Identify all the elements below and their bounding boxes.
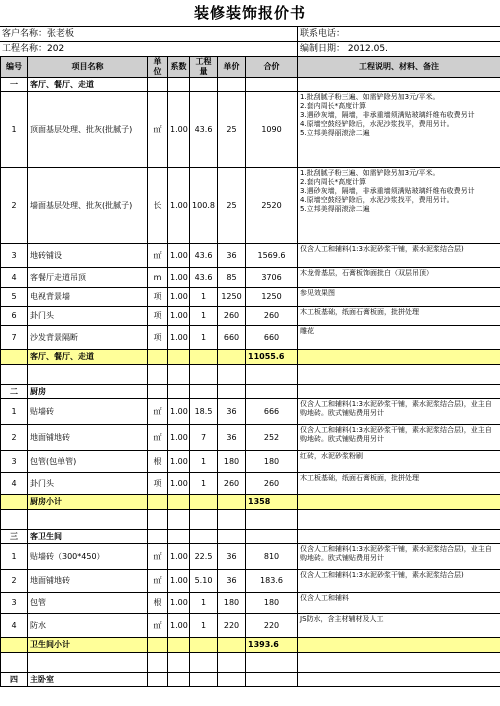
description-line: 4.原墙空鼓经铲除后，水泥沙浆找平，费用另计。 (300, 196, 454, 204)
item-name: 卦门头 (28, 307, 148, 326)
item-description (298, 326, 500, 350)
table-row (1, 288, 500, 307)
section-no: 二 (1, 385, 28, 399)
item-quantity: 1 (190, 326, 218, 350)
empty-cell (168, 350, 190, 365)
table-row (1, 399, 500, 425)
item-unit-price: 260 (218, 473, 246, 495)
item-total: 180 (246, 593, 298, 614)
customer-name: 客户名称：张老板 (0, 27, 298, 41)
empty-cell (218, 495, 246, 510)
empty-cell (148, 530, 168, 544)
contact-phone: 联系电话： (300, 29, 346, 39)
description-line: 参见效果图 (300, 289, 335, 297)
subtotal-value: 11055.6 (246, 350, 298, 365)
item-unit: 项 (148, 307, 168, 326)
item-coefficient: 1.00 (168, 326, 190, 350)
empty-cell (298, 365, 500, 385)
empty-cell (298, 385, 500, 399)
item-unit-price: 36 (218, 544, 246, 570)
item-no: 7 (1, 326, 28, 350)
item-quantity: 1 (190, 473, 218, 495)
item-unit: ㎡ (148, 92, 168, 168)
empty-cell (246, 385, 298, 399)
empty-cell (218, 673, 246, 687)
empty-cell (1, 638, 28, 653)
item-description (298, 570, 500, 593)
item-unit: ㎡ (148, 614, 168, 638)
item-unit-price: 85 (218, 268, 246, 288)
empty-cell (168, 495, 190, 510)
subtotal-label: 客厅、餐厅、走道 (28, 350, 148, 365)
subtotal-value: 1358 (246, 495, 298, 510)
header-total: 合价 (246, 57, 298, 78)
subtotal-label: 厨房小计 (28, 495, 148, 510)
empty-cell (246, 510, 298, 530)
item-total: 666 (246, 399, 298, 425)
description-line: 4.原墙空鼓经铲除后，水泥沙浆找平，费用另计。 (300, 120, 454, 128)
empty-cell (218, 385, 246, 399)
empty-cell (168, 673, 190, 687)
item-name: 包管 (28, 593, 148, 614)
description-line: 木工板基础，纸面石膏板面，批拼处理 (300, 474, 419, 482)
document-title: 装修装饰报价书 (193, 4, 306, 22)
item-quantity: 7 (190, 425, 218, 451)
empty-cell (190, 638, 218, 653)
item-name: 客餐厅走道吊顶 (28, 268, 148, 288)
item-unit: 项 (148, 326, 168, 350)
item-quantity: 43.6 (190, 92, 218, 168)
empty-cell (168, 638, 190, 653)
item-no: 3 (1, 451, 28, 473)
item-no: 1 (1, 544, 28, 570)
item-quantity: 100.8 (190, 168, 218, 244)
table-row (1, 268, 500, 288)
table-row (1, 593, 500, 614)
item-name: 电视背景墙 (28, 288, 148, 307)
empty-cell (246, 365, 298, 385)
item-coefficient: 1.00 (168, 168, 190, 244)
item-description (298, 544, 500, 570)
item-no: 1 (1, 92, 28, 168)
header-unit-price: 单价 (218, 57, 246, 78)
item-description (298, 307, 500, 326)
item-unit: 根 (148, 593, 168, 614)
empty-cell (246, 530, 298, 544)
item-coefficient: 1.00 (168, 614, 190, 638)
item-unit-price: 260 (218, 307, 246, 326)
subtotal-row (1, 638, 500, 653)
empty-cell (148, 365, 168, 385)
header-coefficient: 系数 (168, 57, 190, 78)
description-line: 5.立邦美得丽滚涂二遍 (300, 205, 370, 213)
empty-cell (298, 350, 500, 365)
item-unit: ㎡ (148, 425, 168, 451)
item-description (298, 614, 500, 638)
description-line: 仅含人工和辅料(1:3水泥砂浆干铺，素水泥浆结合层) (300, 571, 464, 579)
item-description (298, 473, 500, 495)
item-name: 墙面基层处理、批灰(批腻子) (28, 168, 148, 244)
item-quantity: 5.10 (190, 570, 218, 593)
table-row (1, 570, 500, 593)
table-row (1, 244, 500, 268)
item-unit: ㎡ (148, 570, 168, 593)
empty-cell (148, 673, 168, 687)
item-total: 1250 (246, 288, 298, 307)
item-description (298, 92, 500, 168)
empty-cell (218, 653, 246, 673)
description-line: 仅含人工和辅料(1:3水泥砂浆干铺，素水泥浆结合层)，业主自购地砖。欧式铺贴费用另计 (300, 545, 492, 562)
empty-cell (168, 385, 190, 399)
item-no: 4 (1, 268, 28, 288)
item-quantity: 18.5 (190, 399, 218, 425)
item-coefficient: 1.00 (168, 425, 190, 451)
empty-cell (190, 350, 218, 365)
table-row (1, 544, 500, 570)
empty-cell (190, 365, 218, 385)
item-name: 贴墙砖（300*450） (28, 544, 148, 570)
item-name: 包管(包单管) (28, 451, 148, 473)
empty-cell (218, 530, 246, 544)
empty-cell (168, 365, 190, 385)
spacer-row (1, 653, 500, 673)
subtotal-row (1, 350, 500, 365)
item-total: 252 (246, 425, 298, 451)
item-unit-price: 180 (218, 451, 246, 473)
item-total: 260 (246, 473, 298, 495)
item-total: 180 (246, 451, 298, 473)
subtotal-value: 1393.6 (246, 638, 298, 653)
spacer-row (1, 365, 500, 385)
item-unit-price: 25 (218, 168, 246, 244)
item-no: 3 (1, 244, 28, 268)
table-row (1, 168, 500, 244)
table-row (1, 326, 500, 350)
item-quantity: 1 (190, 451, 218, 473)
empty-cell (148, 78, 168, 92)
empty-cell (1, 510, 28, 530)
empty-cell (298, 653, 500, 673)
section-header-row (1, 673, 500, 687)
empty-cell (298, 673, 500, 687)
item-no: 4 (1, 614, 28, 638)
header-notes: 工程说明、材料、备注 (298, 57, 500, 78)
item-unit: ㎡ (148, 399, 168, 425)
section-name: 厨房 (28, 385, 148, 399)
empty-cell (148, 495, 168, 510)
item-coefficient: 1.00 (168, 473, 190, 495)
section-no: 四 (1, 673, 28, 687)
description-line: 仅含人工和辅料(1:3水泥砂浆干铺，素水泥浆结合层) (300, 245, 464, 253)
item-description (298, 288, 500, 307)
item-name: 沙发背景隔断 (28, 326, 148, 350)
empty-cell (190, 653, 218, 673)
item-name: 地砖铺设 (28, 244, 148, 268)
description-line: 仅含人工和辅料 (300, 594, 349, 602)
info-row-1 (0, 26, 500, 41)
item-unit: 根 (148, 451, 168, 473)
table-row (1, 473, 500, 495)
item-unit-price: 180 (218, 593, 246, 614)
description-line: 仅含人工和辅料(1:3水泥砂浆干铺，素水泥浆结合层)，业主自购地砖。欧式铺贴费用另计 (300, 400, 492, 417)
empty-cell (218, 350, 246, 365)
item-unit: 项 (148, 288, 168, 307)
empty-cell (190, 385, 218, 399)
empty-cell (1, 350, 28, 365)
section-name: 客卫生间 (28, 530, 148, 544)
item-coefficient: 1.00 (168, 307, 190, 326)
compile-date: 编制日期： 2012.05. (300, 44, 388, 54)
item-name: 贴墙砖 (28, 399, 148, 425)
empty-cell (1, 495, 28, 510)
empty-cell (298, 638, 500, 653)
item-total: 1090 (246, 92, 298, 168)
empty-cell (148, 350, 168, 365)
table-row (1, 425, 500, 451)
table-row (1, 307, 500, 326)
section-header-row (1, 385, 500, 399)
quotation-table (0, 56, 500, 687)
item-unit: m (148, 268, 168, 288)
item-unit: 项 (148, 473, 168, 495)
item-total: 1569.6 (246, 244, 298, 268)
description-line: 2.套内周长*高度计算 (300, 102, 367, 110)
item-coefficient: 1.00 (168, 544, 190, 570)
subtotal-label: 卫生间小计 (28, 638, 148, 653)
empty-cell (168, 510, 190, 530)
item-unit-price: 660 (218, 326, 246, 350)
item-coefficient: 1.00 (168, 268, 190, 288)
empty-cell (246, 78, 298, 92)
table-row (1, 92, 500, 168)
item-no: 2 (1, 425, 28, 451)
item-description (298, 399, 500, 425)
item-coefficient: 1.00 (168, 92, 190, 168)
empty-cell (298, 495, 500, 510)
empty-cell (218, 365, 246, 385)
item-quantity: 1 (190, 307, 218, 326)
section-header-row (1, 78, 500, 92)
item-no: 5 (1, 288, 28, 307)
item-no: 2 (1, 168, 28, 244)
empty-cell (218, 78, 246, 92)
header-unit: 单位 (148, 57, 168, 78)
item-unit-price: 220 (218, 614, 246, 638)
section-no: 三 (1, 530, 28, 544)
item-unit-price: 36 (218, 244, 246, 268)
description-line: 5.立邦美得丽滚涂二遍 (300, 129, 370, 137)
empty-cell (148, 510, 168, 530)
empty-cell (168, 653, 190, 673)
empty-cell (190, 78, 218, 92)
empty-cell (190, 530, 218, 544)
project-name: 工程名称：202 (0, 42, 298, 56)
section-name: 主卧室 (28, 673, 148, 687)
item-unit-price: 36 (218, 399, 246, 425)
description-line: 木龙骨基层，石膏板饰面批白（双层吊顶） (300, 269, 433, 277)
empty-cell (298, 530, 500, 544)
section-name: 客厅、餐厅、走道 (28, 78, 148, 92)
item-total: 260 (246, 307, 298, 326)
header-item-name: 项目名称 (28, 57, 148, 78)
item-coefficient: 1.00 (168, 593, 190, 614)
item-no: 1 (1, 399, 28, 425)
description-line: 雕花 (300, 327, 314, 335)
item-name: 地面铺地砖 (28, 570, 148, 593)
empty-cell (148, 653, 168, 673)
item-description (298, 168, 500, 244)
description-line: 3.遇砂灰墙，隔墙，非承重墙须满贴玻璃纤维布收费另计 (300, 187, 475, 195)
empty-cell (148, 385, 168, 399)
item-quantity: 43.6 (190, 268, 218, 288)
description-line: 2.套内周长*高度计算 (300, 178, 367, 186)
empty-cell (28, 653, 148, 673)
item-unit: 长 (148, 168, 168, 244)
section-no: 一 (1, 78, 28, 92)
header-no: 编号 (1, 57, 28, 78)
item-coefficient: 1.00 (168, 244, 190, 268)
description-line: 仅含人工和辅料(1:3水泥砂浆干铺，素水泥浆结合层)，业主自购地砖。欧式铺贴费用另计 (300, 426, 492, 443)
item-total: 220 (246, 614, 298, 638)
empty-cell (298, 510, 500, 530)
description-line: 1.批刮腻子粉三遍、如需铲除另加3元/平米。 (300, 93, 440, 101)
item-no: 6 (1, 307, 28, 326)
item-quantity: 1 (190, 593, 218, 614)
item-total: 183.6 (246, 570, 298, 593)
info-row-2 (0, 41, 500, 56)
item-name: 顶面基层处理、批灰(批腻子) (28, 92, 148, 168)
item-unit: ㎡ (148, 244, 168, 268)
item-description (298, 244, 500, 268)
item-total: 810 (246, 544, 298, 570)
empty-cell (218, 510, 246, 530)
item-description (298, 268, 500, 288)
item-total: 660 (246, 326, 298, 350)
empty-cell (246, 673, 298, 687)
empty-cell (28, 510, 148, 530)
item-no: 2 (1, 570, 28, 593)
item-coefficient: 1.00 (168, 399, 190, 425)
description-line: JS防水，含主材辅材及人工 (300, 615, 384, 623)
empty-cell (190, 510, 218, 530)
empty-cell (168, 530, 190, 544)
description-line: 1.批刮腻子粉三遍、如需铲除另加3元/平米。 (300, 169, 440, 177)
empty-cell (148, 638, 168, 653)
description-line: 红砖，水泥砂浆粉刷 (300, 452, 363, 460)
item-unit-price: 36 (218, 570, 246, 593)
empty-cell (190, 495, 218, 510)
header-row (1, 57, 500, 78)
item-no: 4 (1, 473, 28, 495)
item-quantity: 1 (190, 288, 218, 307)
item-coefficient: 1.00 (168, 570, 190, 593)
empty-cell (218, 638, 246, 653)
item-unit-price: 36 (218, 425, 246, 451)
section-header-row (1, 530, 500, 544)
item-quantity: 1 (190, 614, 218, 638)
empty-cell (1, 365, 28, 385)
item-description (298, 451, 500, 473)
item-name: 防水 (28, 614, 148, 638)
empty-cell (298, 78, 500, 92)
item-unit: ㎡ (148, 544, 168, 570)
item-quantity: 22.5 (190, 544, 218, 570)
empty-cell (28, 365, 148, 385)
spacer-row (1, 510, 500, 530)
item-total: 3706 (246, 268, 298, 288)
item-description (298, 425, 500, 451)
item-quantity: 43.6 (190, 244, 218, 268)
empty-cell (246, 653, 298, 673)
item-coefficient: 1.00 (168, 451, 190, 473)
item-coefficient: 1.00 (168, 288, 190, 307)
item-unit-price: 25 (218, 92, 246, 168)
table-row (1, 614, 500, 638)
empty-cell (1, 653, 28, 673)
description-line: 木工板基础，纸面石膏板面，批拼处理 (300, 308, 419, 316)
table-row (1, 451, 500, 473)
description-line: 3.遇砂灰墙，隔墙，非承重墙须满贴玻璃纤维布收费另计 (300, 111, 475, 119)
item-name: 地面铺地砖 (28, 425, 148, 451)
empty-cell (168, 78, 190, 92)
item-no: 3 (1, 593, 28, 614)
header-quantity: 工程量 (190, 57, 218, 78)
item-description (298, 593, 500, 614)
item-total: 2520 (246, 168, 298, 244)
item-unit-price: 1250 (218, 288, 246, 307)
item-name: 卦门头 (28, 473, 148, 495)
subtotal-row (1, 495, 500, 510)
empty-cell (190, 673, 218, 687)
